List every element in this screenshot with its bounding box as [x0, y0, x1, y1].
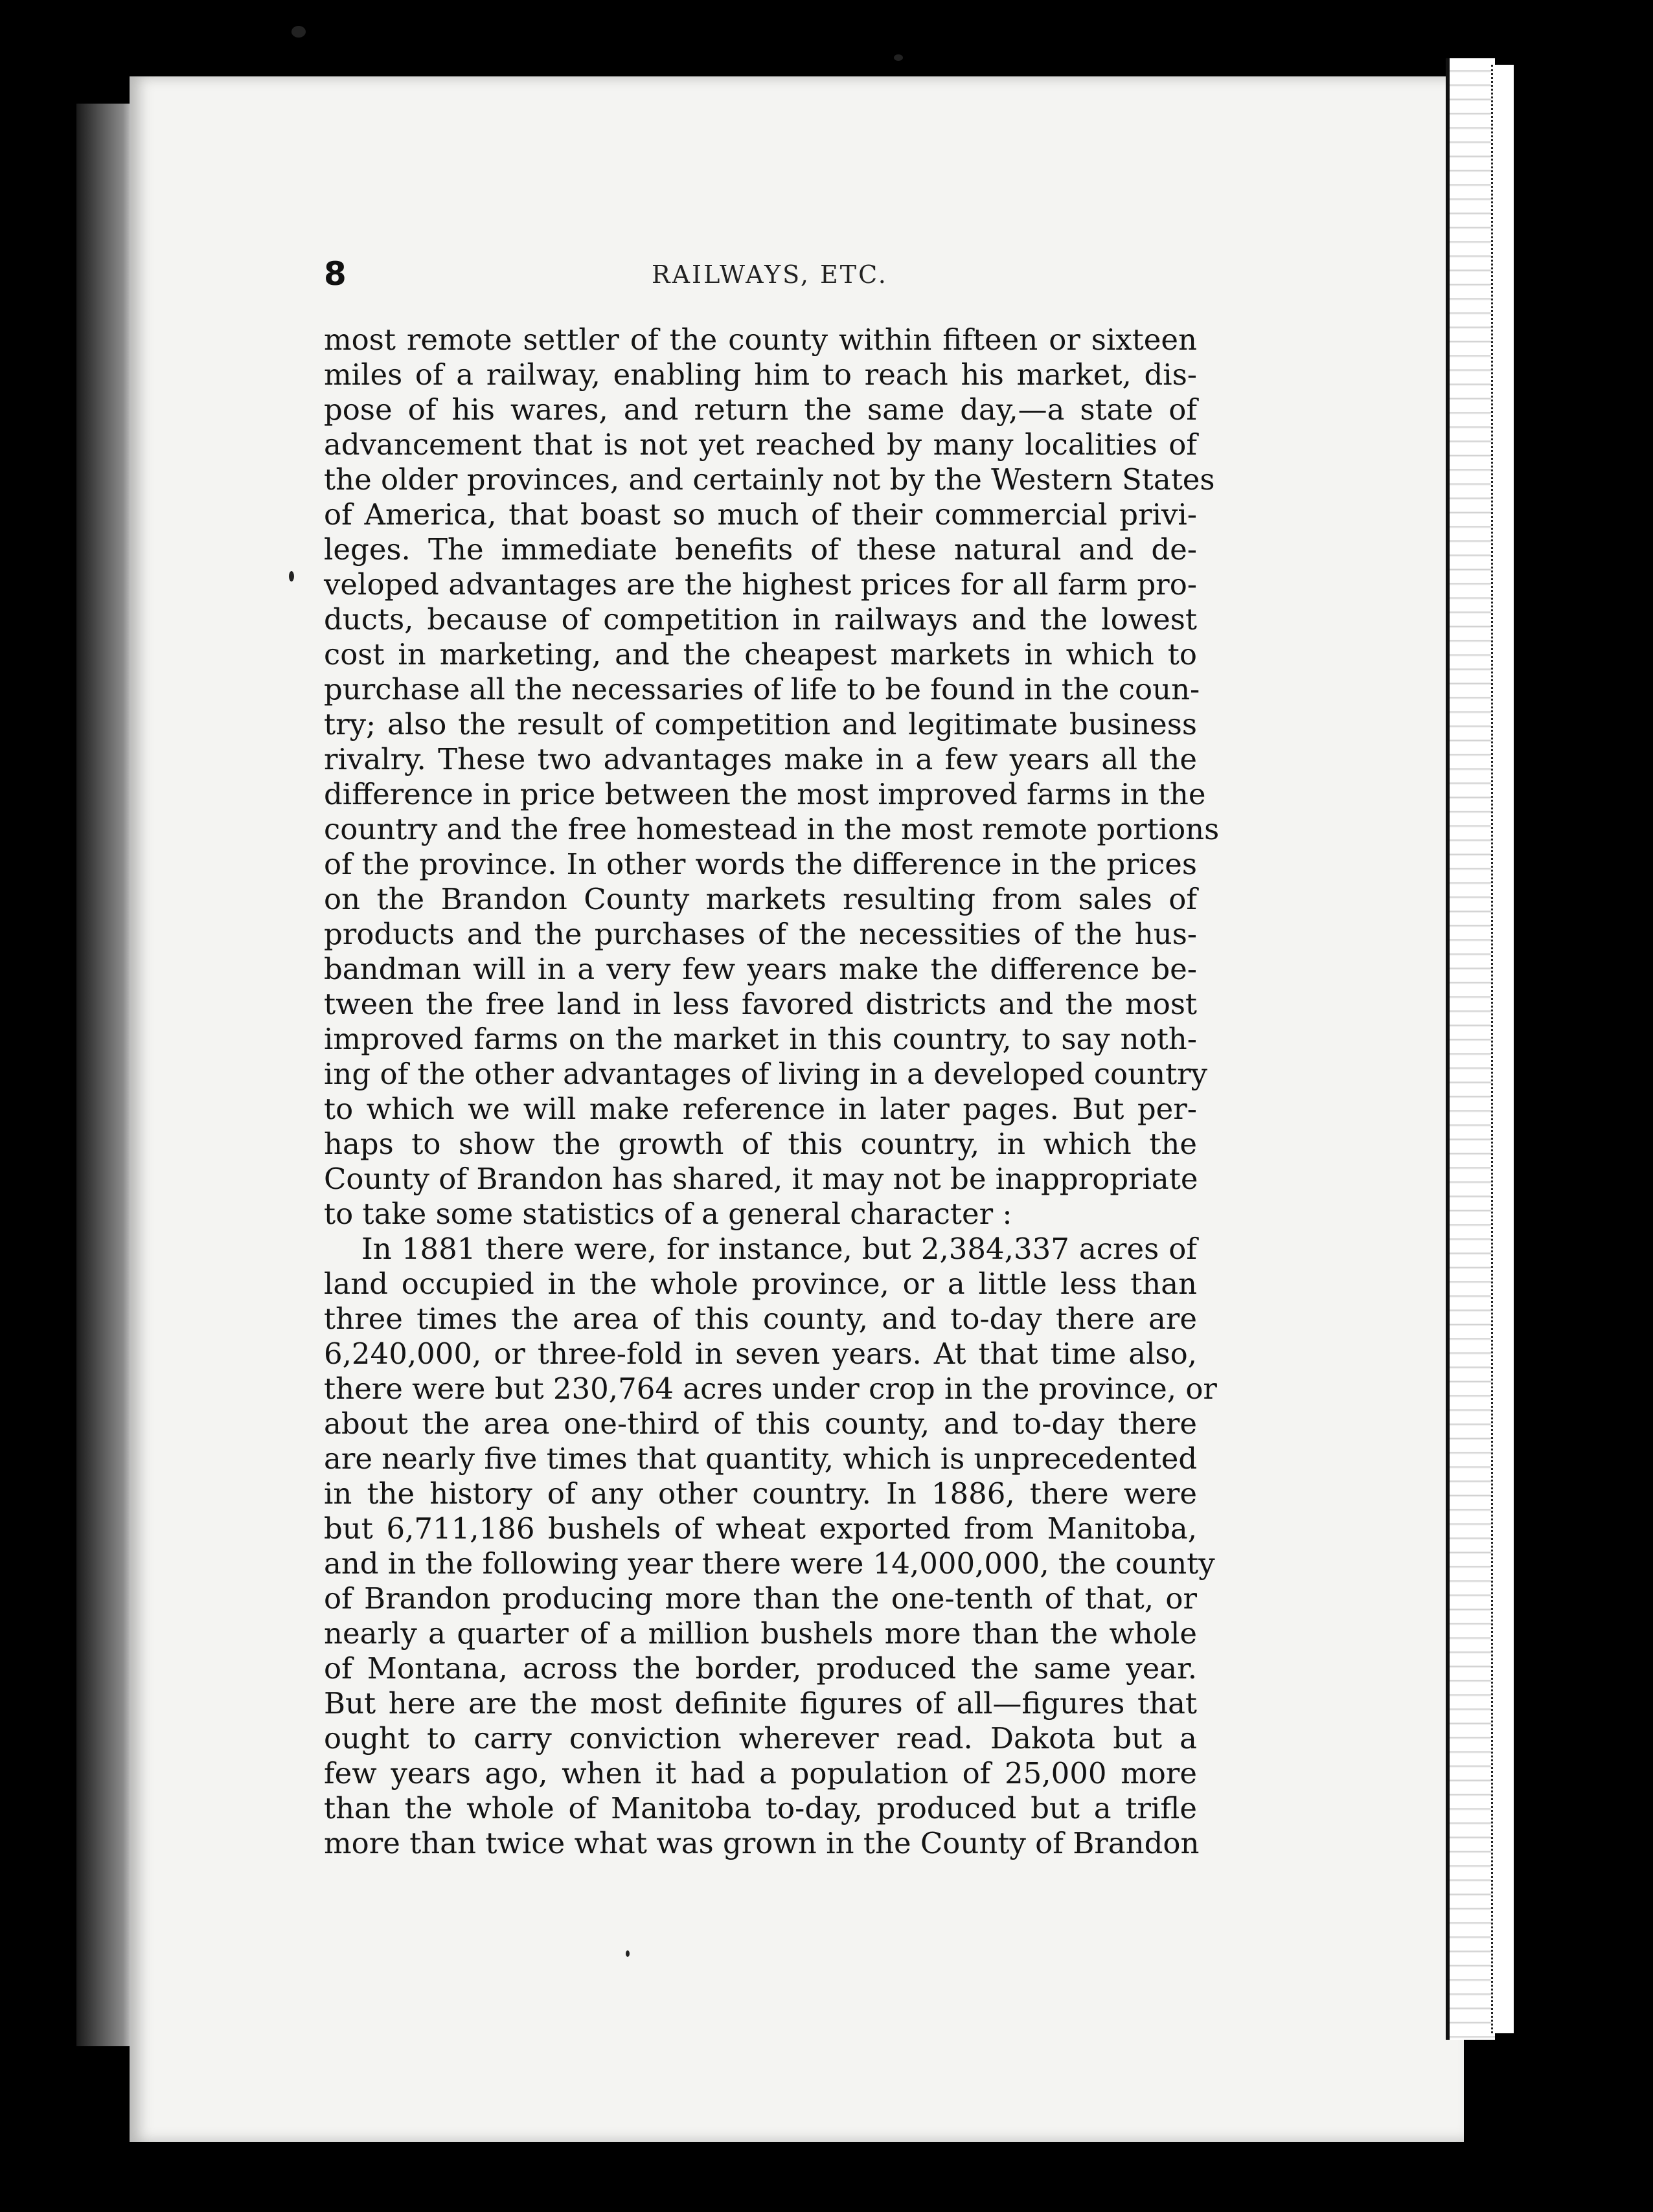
text-line: difference in price between the most improved farms in the — [324, 777, 1206, 811]
scan-speck — [289, 571, 294, 581]
text-line: to which we will make reference in later pages. But per- — [324, 1092, 1197, 1126]
page-stack-edge-outer — [1491, 65, 1514, 2033]
page-header — [324, 255, 1198, 294]
text-line: improved farms on the market in this country, to say noth- — [324, 1022, 1197, 1056]
text-line: tween the free land in less favored districts and the most — [324, 987, 1197, 1021]
text-line: leges. The immediate benefits of these natural and de- — [324, 532, 1197, 567]
text-line: 6,240,000, or three-fold in seven years. At that time also, — [324, 1337, 1197, 1371]
scan-speck — [894, 54, 903, 61]
running-head: RAILWAYS, ETC. — [652, 260, 888, 289]
text-line: the older provinces, and certainly not by the Western States — [324, 462, 1215, 497]
page-stack-edge — [1446, 58, 1495, 2040]
text-line: ducts, because of competition in railways and the lowest — [324, 602, 1197, 637]
text-line: to take some statistics of a general character : — [324, 1197, 1012, 1231]
text-line: nearly a quarter of a million bushels more than the whole — [324, 1616, 1197, 1651]
text-line: veloped advantages are the highest prices for all farm pro- — [324, 567, 1197, 602]
text-line: in the history of any other country. In 1886, there were — [324, 1476, 1197, 1511]
text-line: County of Brandon has shared, it may not be inappropriate — [324, 1162, 1198, 1196]
text-line: bandman will in a very few years make the difference be- — [324, 952, 1197, 986]
text-line: of Montana, across the border, produced the same year. — [324, 1651, 1197, 1686]
page-number: 8 — [324, 255, 347, 293]
text-line: ing of the other advantages of living in a developed country — [324, 1057, 1208, 1091]
text-line: ought to carry conviction wherever read. Dakota but a — [324, 1721, 1197, 1755]
paragraph — [324, 322, 1220, 1232]
text-line: of America, that boast so much of their commercial privi- — [324, 497, 1197, 532]
body-text — [324, 322, 1220, 1861]
text-line: three times the area of this county, and to-day there are — [324, 1302, 1197, 1336]
text-line: most remote settler of the county within fifteen or sixteen — [324, 322, 1197, 357]
text-line: pose of his wares, and return the same day,—a state of — [324, 392, 1197, 427]
text-line: than the whole of Manitoba to-day, produced but a trifle — [324, 1791, 1197, 1825]
text-line: there were but 230,764 acres under crop in the province, or — [324, 1371, 1217, 1406]
book-binding-edge — [76, 104, 135, 2046]
text-line: products and the purchases of the necessities of the hus- — [324, 917, 1197, 951]
text-line: of the province. In other words the difference in the prices — [324, 847, 1197, 881]
text-line: miles of a railway, enabling him to reach his market, dis- — [324, 357, 1197, 392]
text-line: try; also the result of competition and legitimate business — [324, 707, 1197, 741]
text-line: of Brandon producing more than the one-tenth of that, or — [324, 1581, 1197, 1616]
text-line: rivalry. These two advantages make in a few years all the — [324, 742, 1197, 776]
text-line: country and the free homestead in the most remote portions — [324, 812, 1220, 846]
text-line: are nearly five times that quantity, which is unprecedented — [324, 1441, 1198, 1476]
paragraph — [324, 1232, 1217, 1861]
text-line: but 6,711,186 bushels of wheat exported from Manitoba, — [324, 1511, 1197, 1546]
text-line: haps to show the growth of this country, in which the — [324, 1127, 1197, 1161]
text-line: and in the following year there were 14,000,000, the county — [324, 1546, 1215, 1581]
scan-speck — [626, 1950, 630, 1957]
text-line: purchase all the necessaries of life to be found in the coun- — [324, 672, 1200, 706]
text-line: land occupied in the whole province, or a little less than — [324, 1267, 1197, 1301]
text-line: about the area one-third of this county, and to-day there — [324, 1406, 1197, 1441]
text-line: cost in marketing, and the cheapest markets in which to — [324, 637, 1197, 672]
text-line: In 1881 there were, for instance, but 2,384,337 acres of — [361, 1232, 1197, 1266]
text-line: But here are the most definite figures of all—figures that — [324, 1686, 1197, 1721]
text-line: on the Brandon County markets resulting from sales of — [324, 882, 1197, 916]
text-line: few years ago, when it had a population of 25,000 more — [324, 1756, 1197, 1790]
text-line: advancement that is not yet reached by many localities of — [324, 427, 1197, 462]
scan-speck — [291, 26, 306, 38]
text-line: more than twice what was grown in the County of Brandon — [324, 1826, 1200, 1860]
